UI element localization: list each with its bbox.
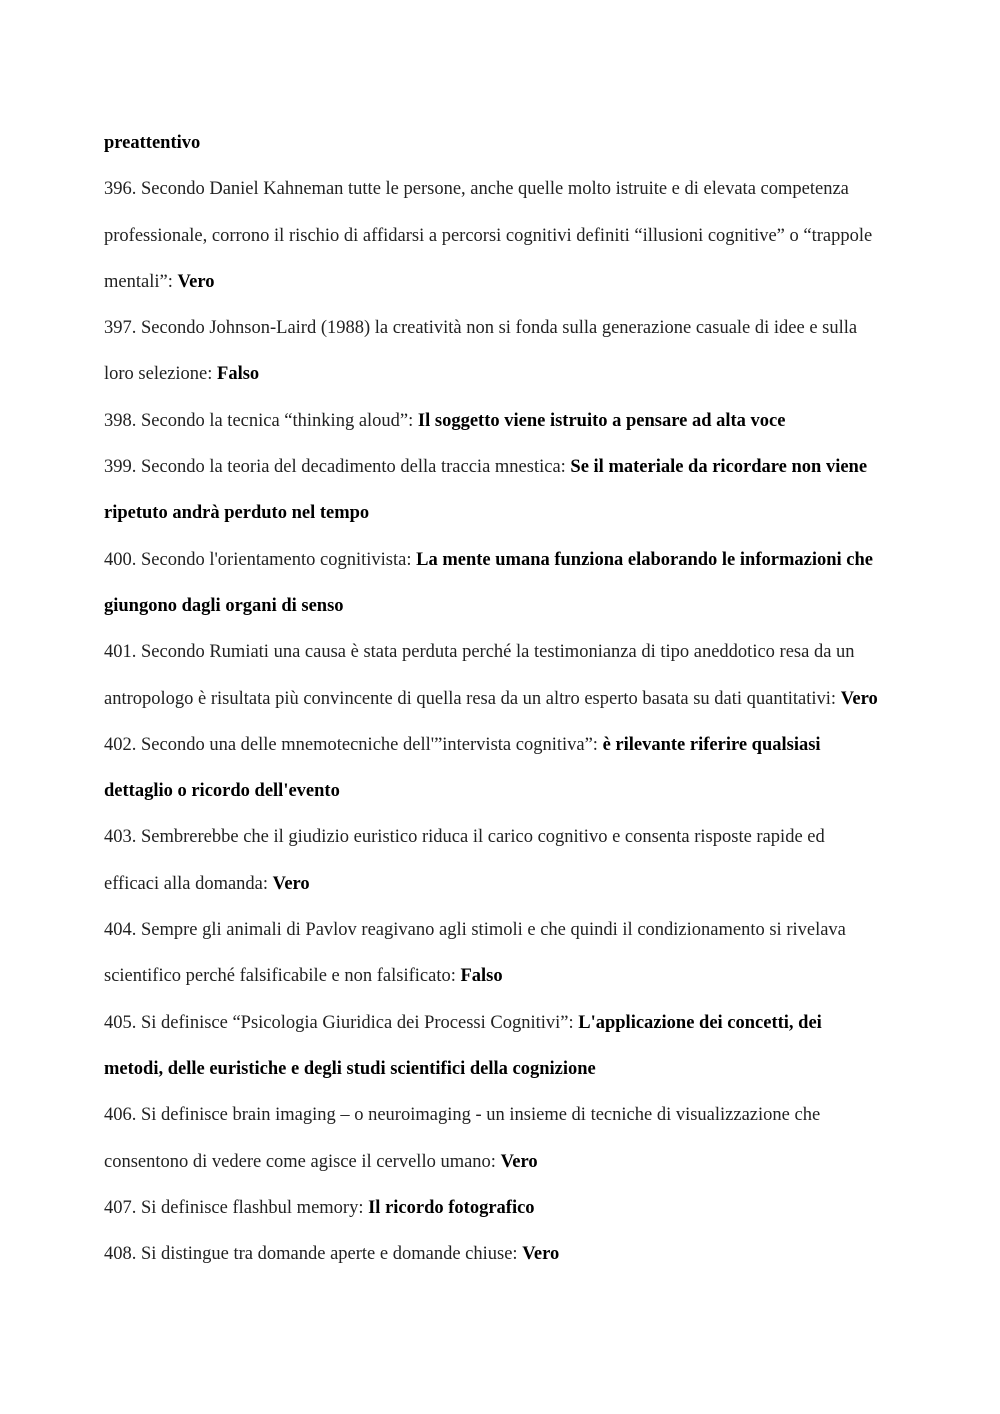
question-396 (104, 166, 884, 305)
question-text: 404. Sempre gli animali di Pavlov reagivano agli stimoli e che quindi il condizionamento si rivelava scientifico perché falsificabile e non falsificato: (104, 920, 846, 987)
question-text: 401. Secondo Rumiati una causa è stata perduta perché la testimonianza di tipo aneddotico resa da un antropologo è risultata più convincente di quella resa da un altro esperto basata su dati quantitativi: (104, 642, 855, 709)
answer: Il ricordo fotografico (368, 1197, 535, 1218)
question-401 (104, 629, 884, 722)
question-405 (104, 1000, 884, 1093)
question-text: 402. Secondo una delle mnemotecniche dell'”intervista cognitiva”: (104, 734, 603, 755)
question-text: 400. Secondo l'orientamento cognitivista: (104, 549, 417, 570)
question-406 (104, 1092, 884, 1185)
question-text: 396. Secondo Daniel Kahneman tutte le persone, anche quelle molto istruite e di elevata competenza professionale, corrono il rischio di affidarsi a percorsi cognitivi definiti “illusioni cognitive” o “trappole mentali”: (104, 179, 873, 292)
document-page (104, 120, 884, 1277)
answer: Falso (217, 364, 260, 385)
question-400 (104, 537, 884, 630)
answer: L'applicazione dei concetti, dei metodi, delle euristiche e degli studi scientifici della cognizione (104, 1012, 822, 1079)
answer: Se il materiale da ricordare non viene ripetuto andrà perduto nel tempo (104, 457, 868, 524)
answer: Vero (272, 873, 310, 894)
lead-answer-paragraph (104, 120, 884, 166)
question-397 (104, 305, 884, 398)
question-408 (104, 1231, 884, 1277)
question-text: 408. Si distingue tra domande aperte e domande chiuse: (104, 1244, 523, 1265)
question-text: 398. Secondo la tecnica “thinking aloud”: (104, 410, 418, 431)
answer: è rilevante riferire qualsiasi dettaglio o ricordo dell'evento (104, 734, 821, 802)
question-text: 399. Secondo la teoria del decadimento della traccia mnestica: (104, 457, 571, 478)
answer: Vero (500, 1151, 538, 1172)
question-403 (104, 814, 884, 907)
question-text: 406. Si definisce brain imaging – o neuroimaging - un insieme di tecniche di visualizzazione che consentono di vedere come agisce il cervello umano: (104, 1105, 821, 1172)
answer: Vero (522, 1244, 560, 1265)
answer: La mente umana funziona elaborando le informazioni che giungono dagli organi di senso (104, 549, 873, 616)
answer: preattentivo (104, 133, 201, 153)
question-text: 407. Si definisce flashbul memory: (104, 1197, 369, 1218)
answer: Vero (840, 688, 878, 709)
question-text: 403. Sembrerebbe che il giudizio euristico riduca il carico cognitivo e consenta risposte rapide ed efficaci alla domanda: (104, 827, 825, 894)
answer: Vero (177, 271, 215, 292)
question-text: 405. Si definisce “Psicologia Giuridica dei Processi Cognitivi”: (104, 1012, 579, 1033)
question-402 (104, 722, 884, 815)
question-398 (104, 398, 884, 444)
question-404 (104, 907, 884, 1000)
question-text: 397. Secondo Johnson-Laird (1988) la creatività non si fonda sulla generazione casuale di idee e sulla loro selezione: (104, 318, 858, 385)
question-407 (104, 1185, 884, 1231)
answer: Il soggetto viene istruito a pensare ad alta voce (417, 410, 786, 431)
question-399 (104, 444, 884, 537)
answer: Falso (460, 966, 503, 987)
